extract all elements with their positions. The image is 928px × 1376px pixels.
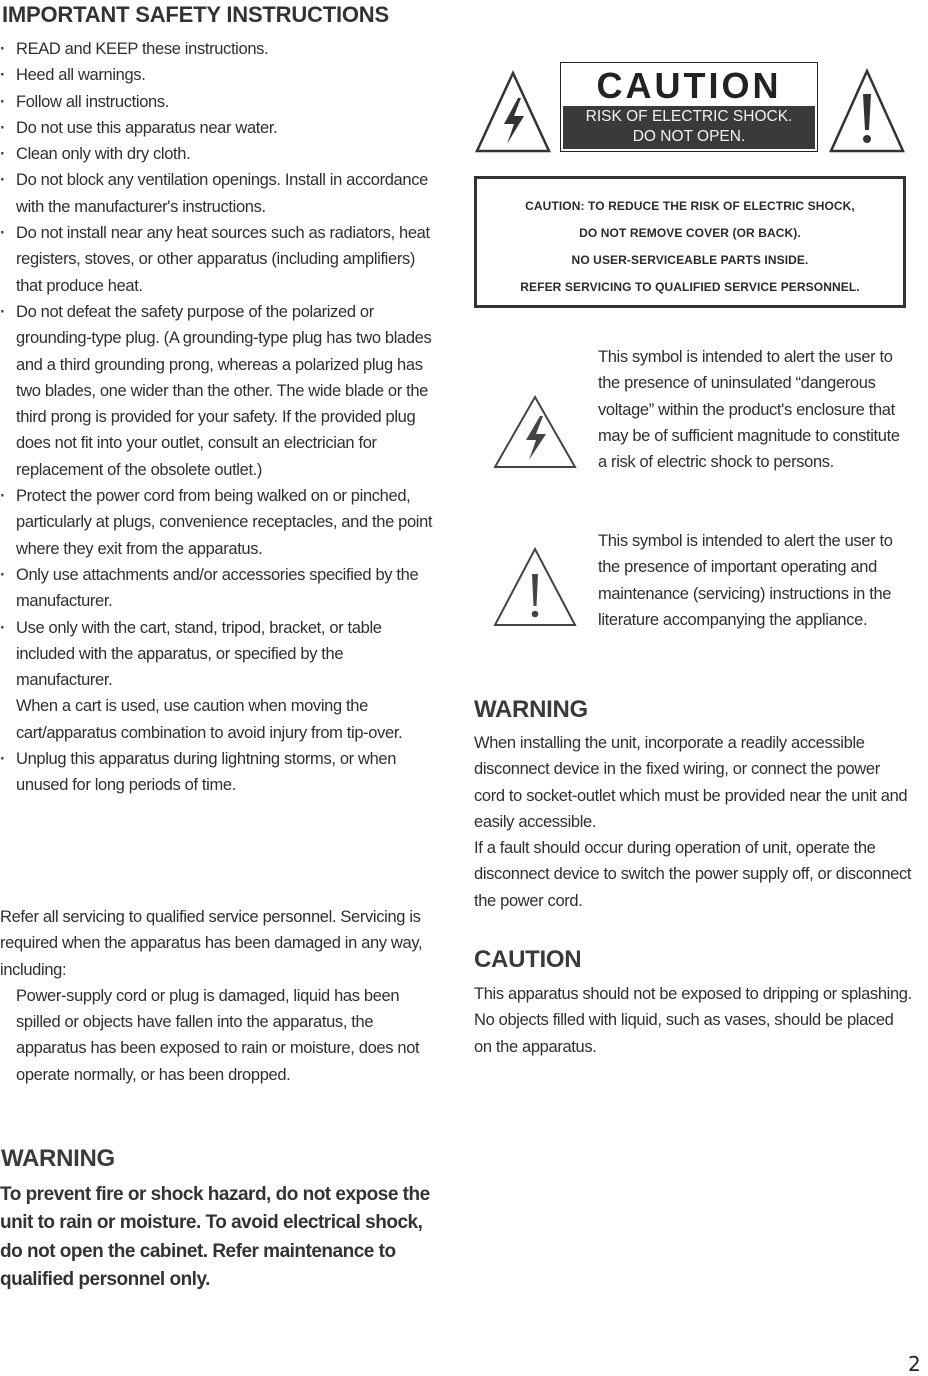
warning-heading: WARNING xyxy=(1,1145,115,1172)
lightning-triangle-icon xyxy=(492,394,578,470)
list-item: · Do not block any ventilation openings. Install in accordance with the manufacturer's instructions. xyxy=(0,167,440,220)
exclamation-triangle-icon xyxy=(828,68,906,154)
servicing-detail: Power-supply cord or plug is damaged, liquid has been spilled or objects have fallen into the apparatus, the apparatus has been exposed to rain or moisture, does not operate normally, or has been dropped. xyxy=(16,986,420,1084)
list-item: · Unplug this apparatus during lightning storms, or when unused for long periods of time. xyxy=(0,746,440,799)
list-item: · Heed all warnings. xyxy=(0,62,440,88)
list-item: · Protect the power cord from being walked on or pinched, particularly at plugs, convenience receptacles, and the point where they exit from the apparatus. xyxy=(0,483,440,562)
exclamation-triangle-icon xyxy=(492,546,578,628)
caution-heading: CAUTION xyxy=(474,946,582,973)
list-item: · Clean only with dry cloth. xyxy=(0,141,440,167)
list-item: · Follow all instructions. xyxy=(0,89,440,115)
list-item: · READ and KEEP these instructions. xyxy=(0,36,440,62)
cart-note: When a cart is used, use caution when moving the cart/apparatus combination to avoid injury from tip-over. xyxy=(16,697,403,742)
lightning-triangle-icon xyxy=(474,70,552,154)
caution-warning-box: CAUTION: TO REDUCE THE RISK OF ELECTRIC SHOCK, DO NOT REMOVE COVER (OR BACK). NO USER-SERVICEABLE PARTS INSIDE. REFER SERVICING TO QUALIFIED SERVICE PERSONNEL. xyxy=(474,176,906,308)
symbol-description: This symbol is intended to alert the user to the presence of uninsulated “dangerous voltage” within the product's enclosure that may be of sufficient magnitude to constitute a risk of electric shock to persons. xyxy=(598,348,900,472)
caution-label-title: CAUTION xyxy=(596,65,782,106)
list-item: · Do not defeat the safety purpose of the polarized or grounding-type plug. (A grounding-type plug has two blades and a third grounding prong, whereas a polarized plug has two blades, one wider than the other. The wide blade or the third prong is provided for your safety. If the provided plug does not fit into your outlet, consult an electrician for replacement of the obsolete outlet.) xyxy=(0,299,440,483)
safety-instruction-list xyxy=(0,36,440,799)
caution-body: This apparatus should not be exposed to dripping or splashing. No objects filled with liquid, such as vases, should be placed on the apparatus. xyxy=(474,985,912,1056)
caution-label-graphic xyxy=(474,60,906,156)
servicing-intro: Refer all servicing to qualified service personnel. Servicing is required when the apparatus has been damaged in any way, including: xyxy=(0,908,423,979)
warning-heading: WARNING xyxy=(474,696,588,723)
warning-body: To prevent fire or shock hazard, do not expose the unit to rain or moisture. To avoid electrical shock, do not open the cabinet. Refer maintenance to qualified personnel only. xyxy=(0,1184,430,1291)
caution-label xyxy=(560,62,818,152)
page-number: 2 xyxy=(908,1352,921,1376)
list-item: · Use only with the cart, stand, tripod, bracket, or table included with the apparatus, or specified by the manufacturer. When a cart is used, use caution when moving the cart/apparatus combination to avoid injury from tip-over. xyxy=(0,615,440,746)
caution-label-band: RISK OF ELECTRIC SHOCK. DO NOT OPEN. xyxy=(563,106,815,149)
warning-body: When installing the unit, incorporate a readily accessible disconnect device in the fixed wiring, or connect the power cord to socket-outlet which must be provided near the unit and easily accessible. If a fault should occur during operation of unit, operate the disconnect device to switch the power supply off, or disconnect the power cord. xyxy=(474,734,912,910)
list-item: · Do not install near any heat sources such as radiators, heat registers, stoves, or other apparatus (including amplifiers) that produce heat. xyxy=(0,220,440,299)
list-item: · Do not use this apparatus near water. xyxy=(0,115,440,141)
page-title: IMPORTANT SAFETY INSTRUCTIONS xyxy=(2,2,389,27)
symbol-description: This symbol is intended to alert the user to the presence of important operating and maintenance (servicing) instructions in the literature accompanying the appliance. xyxy=(598,532,893,629)
servicing-section xyxy=(0,904,440,1088)
list-item: · Only use attachments and/or accessories specified by the manufacturer. xyxy=(0,562,440,615)
